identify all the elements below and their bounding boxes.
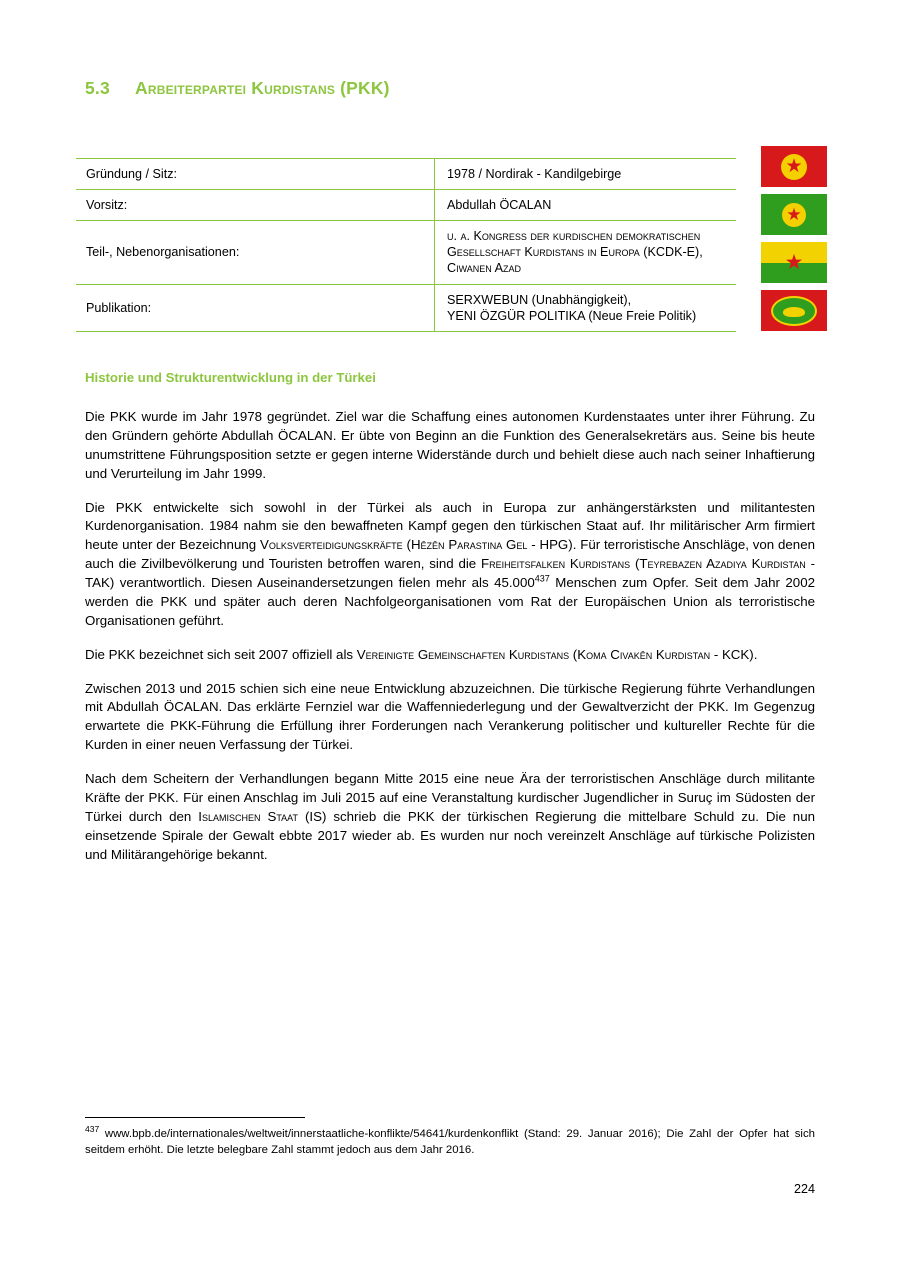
para2-smallcaps-3: Freiheitsfalken Kurdistans — [481, 556, 631, 572]
table-cell-value: Abdullah ÖCALAN — [435, 190, 737, 221]
flag-red-green-emblem-icon — [760, 289, 828, 332]
para2-smallcaps-2: Hêzên Parastina Gel — [410, 537, 528, 553]
table-row — [76, 159, 736, 190]
table-cell-value — [435, 284, 737, 331]
section-title: Arbeiterpartei Kurdistans (PKK) — [135, 78, 390, 98]
para5-part-b: (IS) schrieb die PKK der türkischen Regierung die mittelbare Schuld zu. Die nun einsetzende Spirale der Gewalt ebbte 2017 wieder ab. Es wurden nur noch vereinzelt Anschläge auf türkische Polizisten und Militärangehörige bekannt. — [85, 808, 815, 862]
flag-gallery — [760, 145, 830, 337]
para2-part-d: ( — [630, 556, 640, 572]
organisation-info-table — [76, 158, 736, 332]
para5-smallcaps-1: Islamischen Staat — [198, 808, 298, 824]
table-row — [76, 284, 736, 331]
footnote-marker[interactable]: 437 — [534, 573, 550, 584]
footnote-divider — [85, 1117, 305, 1118]
para3-smallcaps-2: Koma Civakên Kurdistan — [577, 646, 711, 662]
flag-emblem-inner-icon — [783, 307, 805, 317]
para3-part-c: - KCK). — [710, 646, 758, 662]
paragraph-5 — [85, 770, 815, 864]
table-row — [76, 190, 736, 221]
footnote-text: www.bpb.de/internationales/weltweit/innerstaatliche-konflikte/54641/kurdenkonflikt (Stand: 29. Januar 2016); Die Zahl der Opfer hat sich seitdem erhöht. Die letzte belegbare Zahl stammt jedoch aus dem Jahr 2016. — [85, 1128, 815, 1157]
paragraph-3 — [85, 646, 815, 665]
para3-part-b: ( — [569, 646, 578, 662]
flag-green-sun-star-icon — [760, 193, 828, 236]
para2-part-e: - TAK) verantwortlich. Diesen Auseinandersetzungen fielen mehr als 45.000 — [85, 556, 816, 590]
table-cell-value: 1978 / Nordirak - Kandilgebirge — [435, 159, 737, 190]
table-cell-label: Gründung / Sitz: — [76, 159, 435, 190]
flag-star-icon: ★ — [785, 155, 803, 177]
section-number: 5.3 — [85, 78, 110, 98]
para5-part-a: Nach dem Scheitern der Verhandlungen begann Mitte 2015 eine neue Ära der terroristischen Anschläge durch militante Kräfte der PKK. Für einen Anschlag im Juli 2015 auf eine Veranstaltung kurdischer Jugendlicher in Suruç im Südosten der Türkei durch den — [85, 771, 815, 824]
publication-line-1: SERXWEBUN (Unabhängigkeit), — [447, 292, 632, 307]
paragraph-4: Zwischen 2013 und 2015 schien sich eine neue Entwicklung abzuzeichnen. Die türkische Regierung führte Verhandlungen mit Abdullah ÖCALAN. Das erklärte Fernziel war die Waffenniederlegung und der Gewaltverzicht der PKK. Im Gegenzug erwartete die PKK-Führung die Erfüllung ihrer Forderungen nach Verankerung politischer und kultureller Rechte für die Kurden in einer neuen Verfassung der Türkei. — [85, 680, 815, 753]
table-cell-label: Teil-, Nebenorganisationen: — [76, 221, 435, 284]
footnote-number: 437 — [85, 1124, 100, 1135]
para3-part-a: Die PKK bezeichnet sich seit 2007 offiziell als — [85, 646, 357, 662]
para2-part-c: - HPG). Für terroristische Anschläge, von denen auch die Zivilbevölkerung und Touristen betroffen waren, sind die — [85, 537, 815, 572]
table-cell-label: Vorsitz: — [76, 190, 435, 221]
para2-smallcaps-1: Volksverteidigungskräfte — [259, 537, 403, 553]
page-title — [85, 78, 785, 99]
body-text — [85, 408, 815, 864]
flag-pkk-red-star-icon — [760, 145, 828, 188]
para2-part-b: ( — [402, 537, 411, 553]
para2-part-f: Menschen zum Opfer. Seit dem Jahr 2002 werden die PKK und später auch deren Nachfolgeorganisationen vom Rat der Europäischen Union als terroristische Organisationen geführt. — [85, 575, 815, 628]
table-row — [76, 221, 736, 284]
paragraph-1: Die PKK wurde im Jahr 1978 gegründet. Ziel war die Schaffung eines autonomen Kurdenstaates unter ihrer Führung. Zu den Gründern gehörte Abdullah ÖCALAN. Er übte von Beginn an die Funktion des Generalsekretärs aus. Seine bis heute unumstrittene Führungsposition setzte er gegen interne Widerstände durch und behielt diese auch nach seiner Inhaftierung und Verurteilung im Jahr 1999. — [85, 409, 815, 481]
para2-smallcaps-4: Teyrebazen Azadiya Kurdistan — [639, 556, 806, 572]
footnote — [85, 1126, 815, 1159]
flag-star-icon: ★ — [786, 204, 802, 224]
subsection-heading: Historie und Strukturentwicklung in der Türkei — [85, 370, 376, 385]
publication-line-2: YENI ÖZGÜR POLITIKA (Neue Freie Politik) — [447, 308, 697, 323]
paragraph-2 — [85, 499, 815, 631]
page-number: 224 — [793, 1182, 815, 1196]
para3-smallcaps-1: Vereinigte Gemeinschaften Kurdistans — [356, 646, 570, 662]
flag-yellow-green-star-icon — [760, 241, 828, 284]
table-cell-label: Publikation: — [76, 284, 435, 331]
flag-star-icon: ★ — [784, 250, 804, 274]
table-cell-value: u. a. Kongress der kurdischen demokratischen Gesellschaft Kurdistans in Europa (KCDK-E), Ciwanen Azad — [435, 221, 737, 284]
para2-part-a: Die PKK entwickelte sich sowohl in der Türkei als auch in Europa zur anhängerstärksten und militantesten Kurdenorganisation. 1984 nahm sie den bewaffneten Kampf gegen den türkischen Staat auf. Ihr militärischer Arm firmiert heute unter der Bezeichnung — [85, 499, 815, 553]
